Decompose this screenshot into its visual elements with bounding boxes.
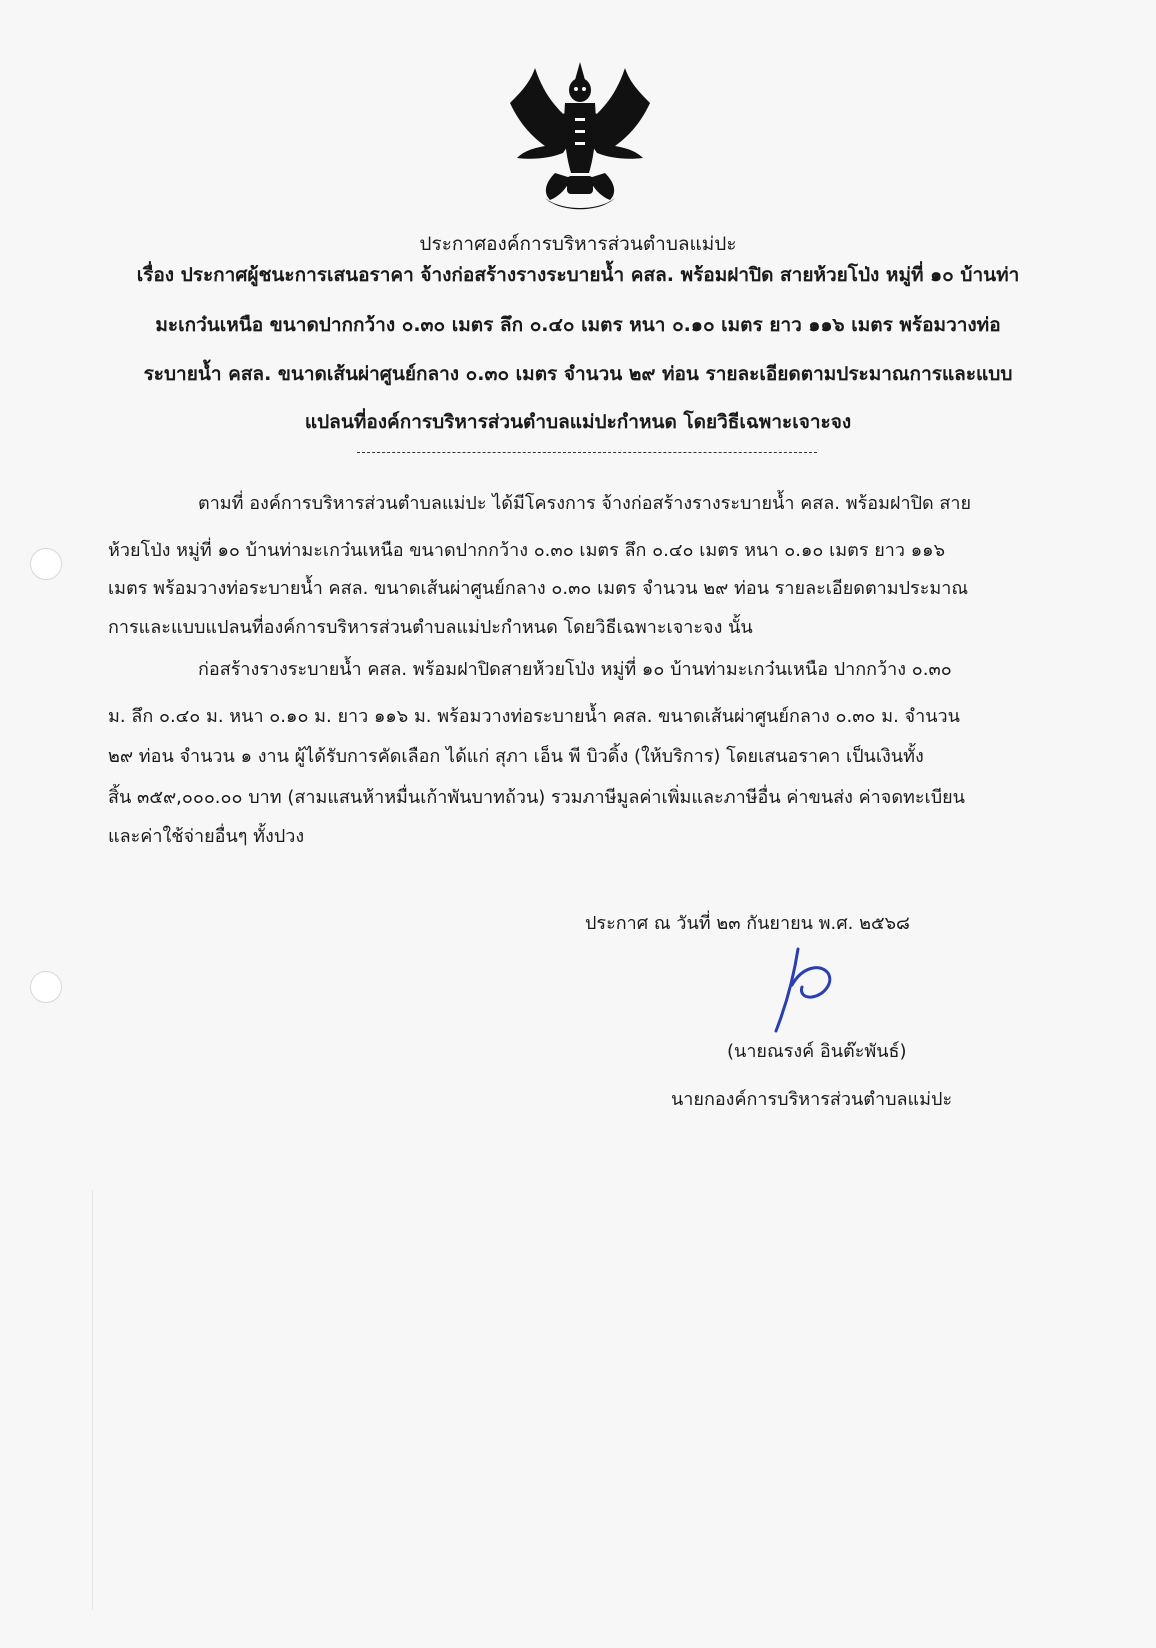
punch-hole-bottom xyxy=(30,971,62,1003)
paragraph-1-line-1: ตามที่ องค์การบริหารส่วนตำบลแม่ปะ ได้มีโครงการ จ้างก่อสร้างรางระบายน้ำ คสล. พร้อมฝาปิด สาย xyxy=(198,493,972,514)
paragraph-1-line-4: การและแบบแปลนที่องค์การบริหารส่วนตำบลแม่ปะกำหนด โดยวิธีเฉพาะเจาะจง นั้น xyxy=(108,617,753,638)
subject-line-2: มะเกว๋นเหนือ ขนาดปากกว้าง ๐.๓๐ เมตร ลึก ๐.๔๐ เมตร หนา ๐.๑๐ เมตร ยาว ๑๑๖ เมตร พร้อมวางท่อ xyxy=(155,314,1001,336)
signatory-name: (นายณรงค์ อินต๊ะพันธ์) xyxy=(727,1041,907,1062)
paragraph-2-line-3: ๒๙ ท่อน จำนวน ๑ งาน ผู้ได้รับการคัดเลือก ได้แก่ สุภา เอ็น พี บิวดิ้ง (ให้บริการ) โดยเสนอราคา เป็นเงินทั้ง xyxy=(108,746,924,767)
paragraph-2-line-1: ก่อสร้างรางระบายน้ำ คสล. พร้อมฝาปิดสายห้วยโป่ง หมู่ที่ ๑๐ บ้านท่ามะเกว๋นเหนือ ปากกว้าง ๐.๓๐ xyxy=(198,659,952,680)
announcement-date: ประกาศ ณ วันที่ ๒๓ กันยายน พ.ศ. ๒๕๖๘ xyxy=(585,913,910,934)
org-announcement-title: ประกาศองค์การบริหารส่วนตำบลแม่ปะ xyxy=(419,233,737,255)
paragraph-1-line-2: ห้วยโป่ง หมู่ที่ ๑๐ บ้านท่ามะเกว๋นเหนือ ขนาดปากกว้าง ๐.๓๐ เมตร ลึก ๐.๔๐ เมตร หนา ๐.๑๐ เมตร ยาว ๑๑๖ xyxy=(108,540,945,561)
subject-line-1: เรื่อง ประกาศผู้ชนะการเสนอราคา จ้างก่อสร้างรางระบายน้ำ คสล. พร้อมฝาปิด สายห้วยโป่ง หมู่ที่ ๑๐ บ้านท่า xyxy=(136,264,1020,286)
scan-margin-line xyxy=(92,1190,93,1610)
punch-hole-top xyxy=(30,548,62,580)
subject-line-4: แปลนที่องค์การบริหารส่วนตำบลแม่ปะกำหนด โดยวิธีเฉพาะเจาะจง xyxy=(304,411,852,433)
paragraph-2-line-4: สิ้น ๓๕๙,๐๐๐.๐๐ บาท (สามแสนห้าหมื่นเก้าพันบาทถ้วน) รวมภาษีมูลค่าเพิ่มและภาษีอื่น ค่าขนส่ง ค่าจดทะเบียน xyxy=(108,787,965,808)
paragraph-1-line-3: เมตร พร้อมวางท่อระบายน้ำ คสล. ขนาดเส้นผ่าศูนย์กลาง ๐.๓๐ เมตร จำนวน ๒๙ ท่อน รายละเอียดตามประมาณ xyxy=(108,578,969,599)
subject-line-3: ระบายน้ำ คสล. ขนาดเส้นผ่าศูนย์กลาง ๐.๓๐ เมตร จำนวน ๒๙ ท่อน รายละเอียดตามประมาณการและแบบ xyxy=(143,363,1013,385)
signatory-position: นายกองค์การบริหารส่วนตำบลแม่ปะ xyxy=(671,1089,953,1110)
paragraph-2-line-5: และค่าใช้จ่ายอื่นๆ ทั้งปวง xyxy=(108,826,305,847)
paragraph-2-line-2: ม. ลึก ๐.๔๐ ม. หนา ๐.๑๐ ม. ยาว ๑๑๖ ม. พร้อมวางท่อระบายน้ำ คสล. ขนาดเส้นผ่าศูนย์กลาง ๐.๓๐ ม. จำนวน xyxy=(108,706,960,727)
dashed-separator xyxy=(357,452,817,453)
garuda-emblem-icon xyxy=(505,58,655,218)
handwritten-signature xyxy=(768,945,838,1035)
